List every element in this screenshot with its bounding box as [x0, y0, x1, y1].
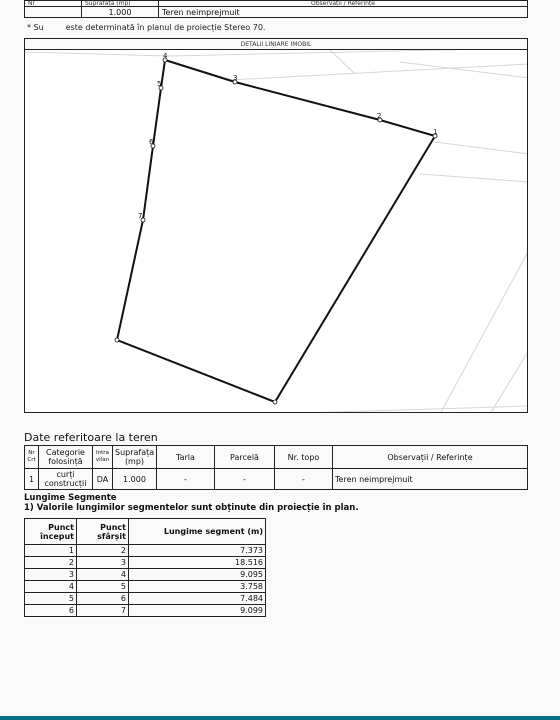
seg-cell-start: 3: [25, 569, 77, 581]
bg-line-7: [420, 174, 528, 182]
seg-cell-start: 5: [25, 593, 77, 605]
bg-line-9: [490, 350, 528, 413]
teren-col-parcela: Parcelă: [215, 446, 275, 469]
bg-line-8: [440, 250, 528, 413]
seg-cell-start: 2: [25, 557, 77, 569]
seg-col-length: Lungime segment (m): [129, 519, 266, 545]
top-cell-obs: Teren neimprejmuit: [159, 7, 528, 18]
seg-cell-end: 6: [77, 593, 129, 605]
seg-cell-length: 18.516: [129, 557, 266, 569]
seg-cell-end: 5: [77, 581, 129, 593]
label-point-6: 6: [149, 138, 154, 146]
teren-cell-observatii: Teren neimprejmuit: [333, 469, 528, 490]
seg-cell-length: 9.099: [129, 605, 266, 617]
teren-cell-nr: 1: [25, 469, 39, 490]
table-row: [25, 593, 266, 605]
teren-cell-intravilan: DA: [93, 469, 113, 490]
seg-cell-end: 2: [77, 545, 129, 557]
vertex-8: [115, 338, 119, 342]
teren-cell-parcela: -: [215, 469, 275, 490]
top-header-area: Suprafața (mp): [82, 1, 159, 7]
note-suffix: este determinată în planul de proiecție Stereo 70.: [65, 23, 266, 32]
background-lines: [25, 50, 528, 413]
teren-col-categorie: Categorie folosință: [39, 446, 93, 469]
segments-subheading: 1) Valorile lungimilor segmentelor sunt obținute din proiecție în plan.: [24, 503, 359, 513]
teren-cell-nrtopo: -: [275, 469, 333, 490]
seg-cell-start: 6: [25, 605, 77, 617]
top-header-obs: Observații / Referințe: [159, 1, 528, 7]
plan-title: DETALII LINIARE IMOBIL: [24, 38, 528, 49]
teren-header-row: [25, 446, 528, 469]
bottom-accent-bar: [0, 716, 560, 720]
teren-cell-tarla: -: [157, 469, 215, 490]
label-point-3: 3: [233, 74, 238, 82]
parcel-outline: [117, 60, 438, 402]
table-row: [25, 581, 266, 593]
top-table-row: [25, 7, 528, 18]
seg-cell-start: 4: [25, 581, 77, 593]
seg-cell-start: 1: [25, 545, 77, 557]
seg-cell-length: 3.758: [129, 581, 266, 593]
teren-col-tarla: Tarla: [157, 446, 215, 469]
seg-cell-end: 3: [77, 557, 129, 569]
bg-line-6: [435, 142, 528, 154]
bg-line-10: [270, 406, 528, 413]
teren-col-observatii: Observații / Referințe: [333, 446, 528, 469]
seg-cell-length: 7.484: [129, 593, 266, 605]
teren-table: [24, 445, 528, 490]
plan-drawing: [24, 49, 528, 413]
table-row: [25, 569, 266, 581]
teren-section-title: Date referitoare la teren: [24, 431, 158, 444]
teren-cell-suprafata: 1.000: [113, 469, 157, 490]
top-header-nr: Nr: [25, 1, 82, 7]
projection-note: [27, 23, 265, 32]
seg-cell-length: 9.095: [129, 569, 266, 581]
segments-table: [24, 518, 266, 617]
table-row: [25, 545, 266, 557]
redacted-area: [44, 23, 66, 32]
label-point-2: 2: [377, 112, 382, 120]
seg-col-end: Punct sfârșit: [77, 519, 129, 545]
teren-col-nrtopo: Nr. topo: [275, 446, 333, 469]
plan-svg: [25, 50, 528, 413]
bg-line-2: [170, 50, 528, 56]
segments-header-row: [25, 519, 266, 545]
seg-col-start: Punct început: [25, 519, 77, 545]
bg-line-1: [25, 52, 170, 56]
table-row: [25, 469, 528, 490]
teren-cell-categorie: curți construcții: [39, 469, 93, 490]
table-row: [25, 605, 266, 617]
top-cell-empty: [25, 7, 82, 18]
vertex-9: [273, 400, 277, 404]
label-point-5: 5: [157, 80, 162, 88]
note-prefix: * Su: [27, 23, 44, 32]
seg-cell-end: 7: [77, 605, 129, 617]
bg-line-4: [330, 50, 355, 74]
top-cell-area: 1.000: [82, 7, 159, 18]
teren-col-suprafata: Suprafața (mp): [113, 446, 157, 469]
teren-col-nr: Nr Crt: [25, 446, 39, 469]
label-point-7: 7: [138, 212, 143, 220]
parcel-vertices: [115, 58, 437, 404]
table-row: [25, 557, 266, 569]
top-partial-table: [24, 0, 528, 18]
segments-heading: Lungime Segmente: [24, 493, 117, 503]
label-point-1: 1: [433, 128, 438, 136]
teren-col-intravilan: Intra vilan: [93, 446, 113, 469]
segments-heading-block: [24, 493, 359, 513]
seg-cell-length: 7.373: [129, 545, 266, 557]
label-point-4: 4: [163, 52, 168, 60]
seg-cell-end: 4: [77, 569, 129, 581]
